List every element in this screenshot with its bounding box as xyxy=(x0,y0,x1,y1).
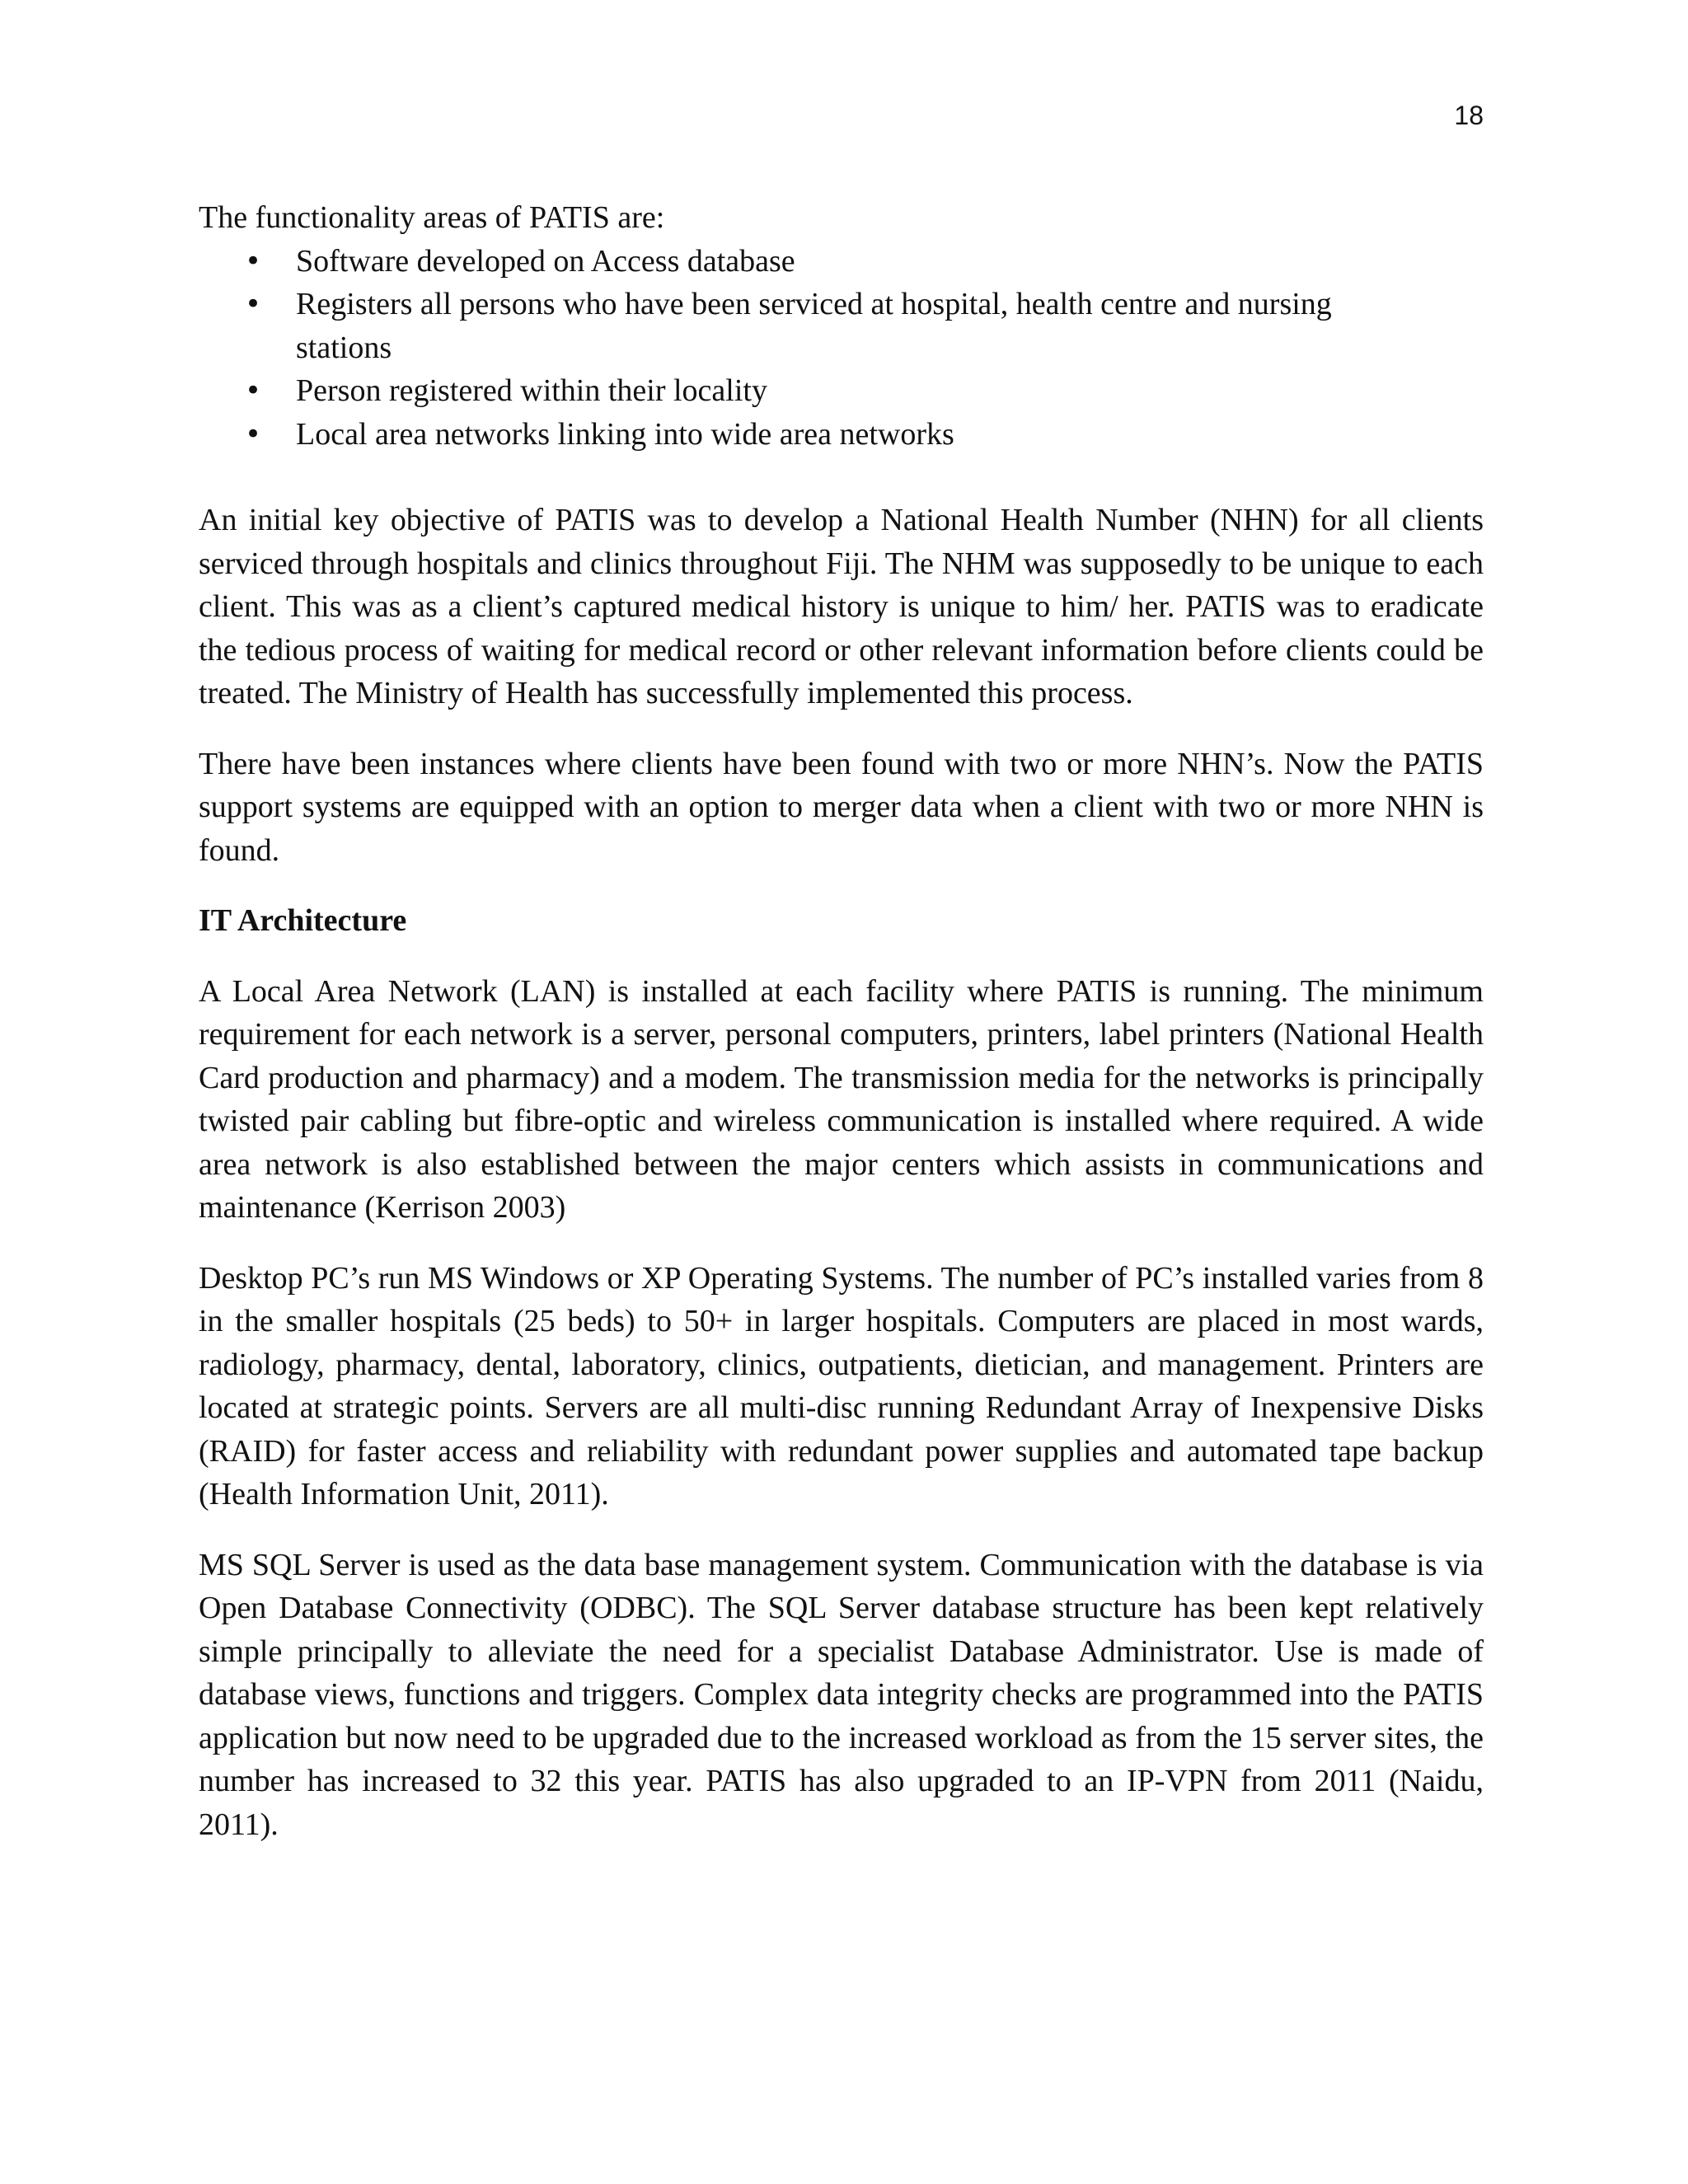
document-body xyxy=(199,196,1484,1846)
list-item: • Person registered within their locality xyxy=(296,369,1392,413)
paragraph-sql-server: MS SQL Server is used as the data base management system. Communication with the database is via Open Database Connectivity (ODBC). The SQL Server database structure has been kept relatively simple principally to alleviate the need for a specialist Database Administrator. Use is made of database views, functions and triggers. Complex data integrity checks are programmed into the PATIS application but now need to be upgraded due to the increased workload as from the 15 server sites, the number has increased to 32 this year. PATIS has also upgraded to an IP-VPN from 2011 (Naidu, 2011). xyxy=(199,1547,1484,1842)
functionality-list xyxy=(199,240,1484,457)
paragraph-desktop-pcs: Desktop PC’s run MS Windows or XP Operating Systems. The number of PC’s installed varies from 8 in the smaller hospitals (25 beds) to 50+ in larger hospitals. Computers are placed in most wards, radiology, pharmacy, dental, laboratory, clinics, outpatients, dietician, and management. Printers are located at strategic points. Servers are all multi-disc running Redundant Array of Inexpensive Disks (RAID) for faster access and reliability with redundant power supplies and automated tape backup (Health Information Unit, 2011). xyxy=(199,1260,1484,1511)
page-number: 18 xyxy=(1454,101,1484,130)
section-heading: IT Architecture xyxy=(199,903,407,938)
list-item: • Registers all persons who have been serviced at hospital, health centre and nursing stations xyxy=(296,283,1392,369)
paragraph-nhn-objective: An initial key objective of PATIS was to develop a National Health Number (NHN) for all clients serviced through hospitals and clinics throughout Fiji. The NHM was supposedly to be unique to each client. This was as a client’s captured medical history is unique to him/ her. PATIS was to eradicate the tedious process of waiting for medical record or other relevant information before clients could be treated. The Ministry of Health has successfully implemented this process. xyxy=(199,503,1484,710)
paragraph-lan: A Local Area Network (LAN) is installed at each facility where PATIS is running. The minimum requirement for each network is a server, personal computers, printers, label printers (National Health Card production and pharmacy) and a modem. The transmission media for the networks is principally twisted pair cabling but fibre-optic and wireless communication is installed where required. A wide area network is also established between the major centers which assists in communications and maintenance (Kerrison 2003) xyxy=(199,973,1484,1225)
list-item: • Local area networks linking into wide area networks xyxy=(296,413,1392,457)
list-item: • Software developed on Access database xyxy=(296,240,1392,284)
intro-text: The functionality areas of PATIS are: xyxy=(199,200,665,235)
paragraph-nhn-duplicates: There have been instances where clients have been found with two or more NHN’s. Now the PATIS support systems are equipped with an option to merger data when a client with two or more NHN is found. xyxy=(199,746,1484,868)
